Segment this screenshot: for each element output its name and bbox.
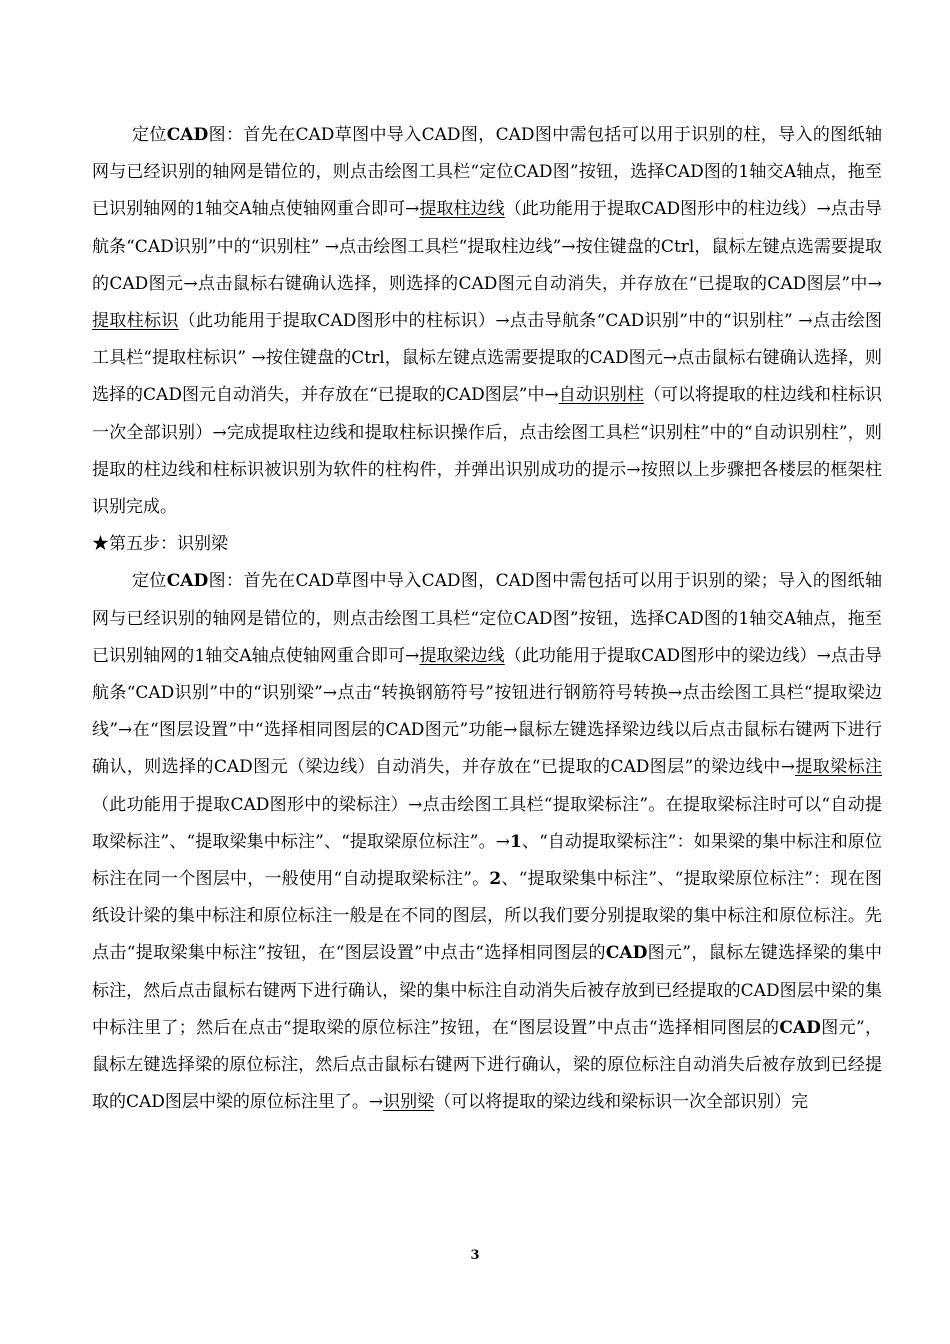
term-extract-beam-edge: 提取梁边线 xyxy=(419,645,505,666)
bold-text: CAD xyxy=(166,571,209,592)
page-content xyxy=(92,117,882,1121)
bold-text: CAD xyxy=(166,125,209,145)
text: 定位 xyxy=(132,125,167,145)
paragraph-column-recognition xyxy=(92,117,882,526)
paragraph-beam-recognition xyxy=(92,563,882,1121)
text: 、“自动提取梁标注”：如果梁的集中标注和原位标注在同一个图层中，一般使用“自动提取梁标注”。 xyxy=(92,831,882,890)
text: （可以将提取的柱边线和柱标识一次全部识别）→完成提取柱边线和提取柱标识操作后，点击绘图工具栏“识别柱”中的“自动识别柱”，则提取的柱边线和柱标识被识别为软件的柱构件，并弹出识别成功的提示→按照以上步骤把各楼层的框架柱识别完成。 xyxy=(92,385,883,518)
text: （此功能用于提取CAD图形中的柱标识）→点击导航条“CAD识别”中的“识别柱” →点击绘图工具栏“提取柱标识” →按住键盘的Ctrl，鼠标左键点选需要提取的CAD图元→点击鼠标右键确认选择，则选择的CAD图元自动消失，并存放在“已提取的CAD图层”中→ xyxy=(92,311,883,406)
text: 、“提取梁集中标注”、“提取梁原位标注”：现在图纸设计梁的集中标注和原位标注一般是在不同的图层，所以我们要分别提取梁的集中标注和原位标注。先点击“提取梁集中标注”按钮，在“图层设置”中点击“选择相同图层的 xyxy=(92,869,882,964)
text: 图元”，鼠标左键选择梁的原位标注，然后点击鼠标右键两下进行确认，梁的原位标注自动消失后被存放到已经提取的CAD图层中梁的原位标注里了。→ xyxy=(92,1017,882,1113)
term-extract-column-edge: 提取柱边线 xyxy=(419,199,505,220)
term-extract-column-mark: 提取柱标识 xyxy=(92,311,179,332)
text: 图元”，鼠标左键选择梁的集中标注，然后点击鼠标右键两下进行确认，梁的集中标注自动消失后被存放到已经提取的CAD图层中梁的集中标注里了；然后在点击“提取梁的原位标注”按钮，在“图层设置”中点击“选择相同图层的 xyxy=(92,943,882,1038)
text: （此功能用于提取CAD图形中的柱边线）→点击导航条“CAD识别”中的“识别柱” →点击绘图工具栏“提取柱边线”→按住键盘的Ctrl，鼠标左键点选需要提取的CAD图元→点击鼠标右键确认选择，则选择的CAD图元自动消失，并存放在“已提取的CAD图层”中→ xyxy=(92,199,882,294)
bold-text: CAD xyxy=(779,1017,821,1038)
term-extract-beam-label: 提取梁标注 xyxy=(794,757,883,778)
bold-text: CAD xyxy=(605,943,648,964)
text: （此功能用于提取CAD图形中的梁标注）→点击绘图工具栏“提取梁标注”。在提取梁标注时可以“自动提取梁标注”、“提取梁集中标注”、“提取梁原位标注”。→ xyxy=(92,794,882,852)
page-number: 3 xyxy=(470,1248,480,1263)
text: （可以将提取的梁边线和梁标识一次全部识别）完 xyxy=(434,1092,809,1113)
term-auto-recognize-column: 自动识别柱 xyxy=(558,385,644,406)
text: 定位 xyxy=(132,571,167,592)
text: 图：首先在CAD草图中导入CAD图，CAD图中需包括可以用于识别的柱，导入的图纸轴网与已经识别的轴网是错位的，则点击绘图工具栏“定位CAD图”按钮，选择CAD图的1轴交A轴点，拖至已识别轴网的1轴交A轴点使轴网重合即可→ xyxy=(92,125,882,220)
term-recognize-beam: 识别梁 xyxy=(383,1092,435,1113)
text: （此功能用于提取CAD图形中的梁边线）→点击导航条“CAD识别”中的“识别梁”→点击“转换钢筋符号”按钮进行钢筋符号转换→点击绘图工具栏“提取梁边线”→在“图层设置”中“选择相同图层的CAD图元”功能→鼠标左键选择梁边线以后点击鼠标右键两下进行确认，则选择的CAD图元（梁边线）自动消失，并存放在“已提取的CAD图层”的梁边线中→ xyxy=(92,645,882,778)
step-five-heading: ★第五步：识别梁 xyxy=(92,534,228,555)
bold-text: 1 xyxy=(509,831,522,852)
text: 图：首先在CAD草图中导入CAD图，CAD图中需包括可以用于识别的梁；导入的图纸轴网与已经识别的轴网是错位的，则点击绘图工具栏“定位CAD图”按钮，选择CAD图的1轴交A轴点，拖至已识别轴网的1轴交A轴点使轴网重合即可→ xyxy=(92,571,882,666)
bold-text: 2 xyxy=(489,869,502,890)
